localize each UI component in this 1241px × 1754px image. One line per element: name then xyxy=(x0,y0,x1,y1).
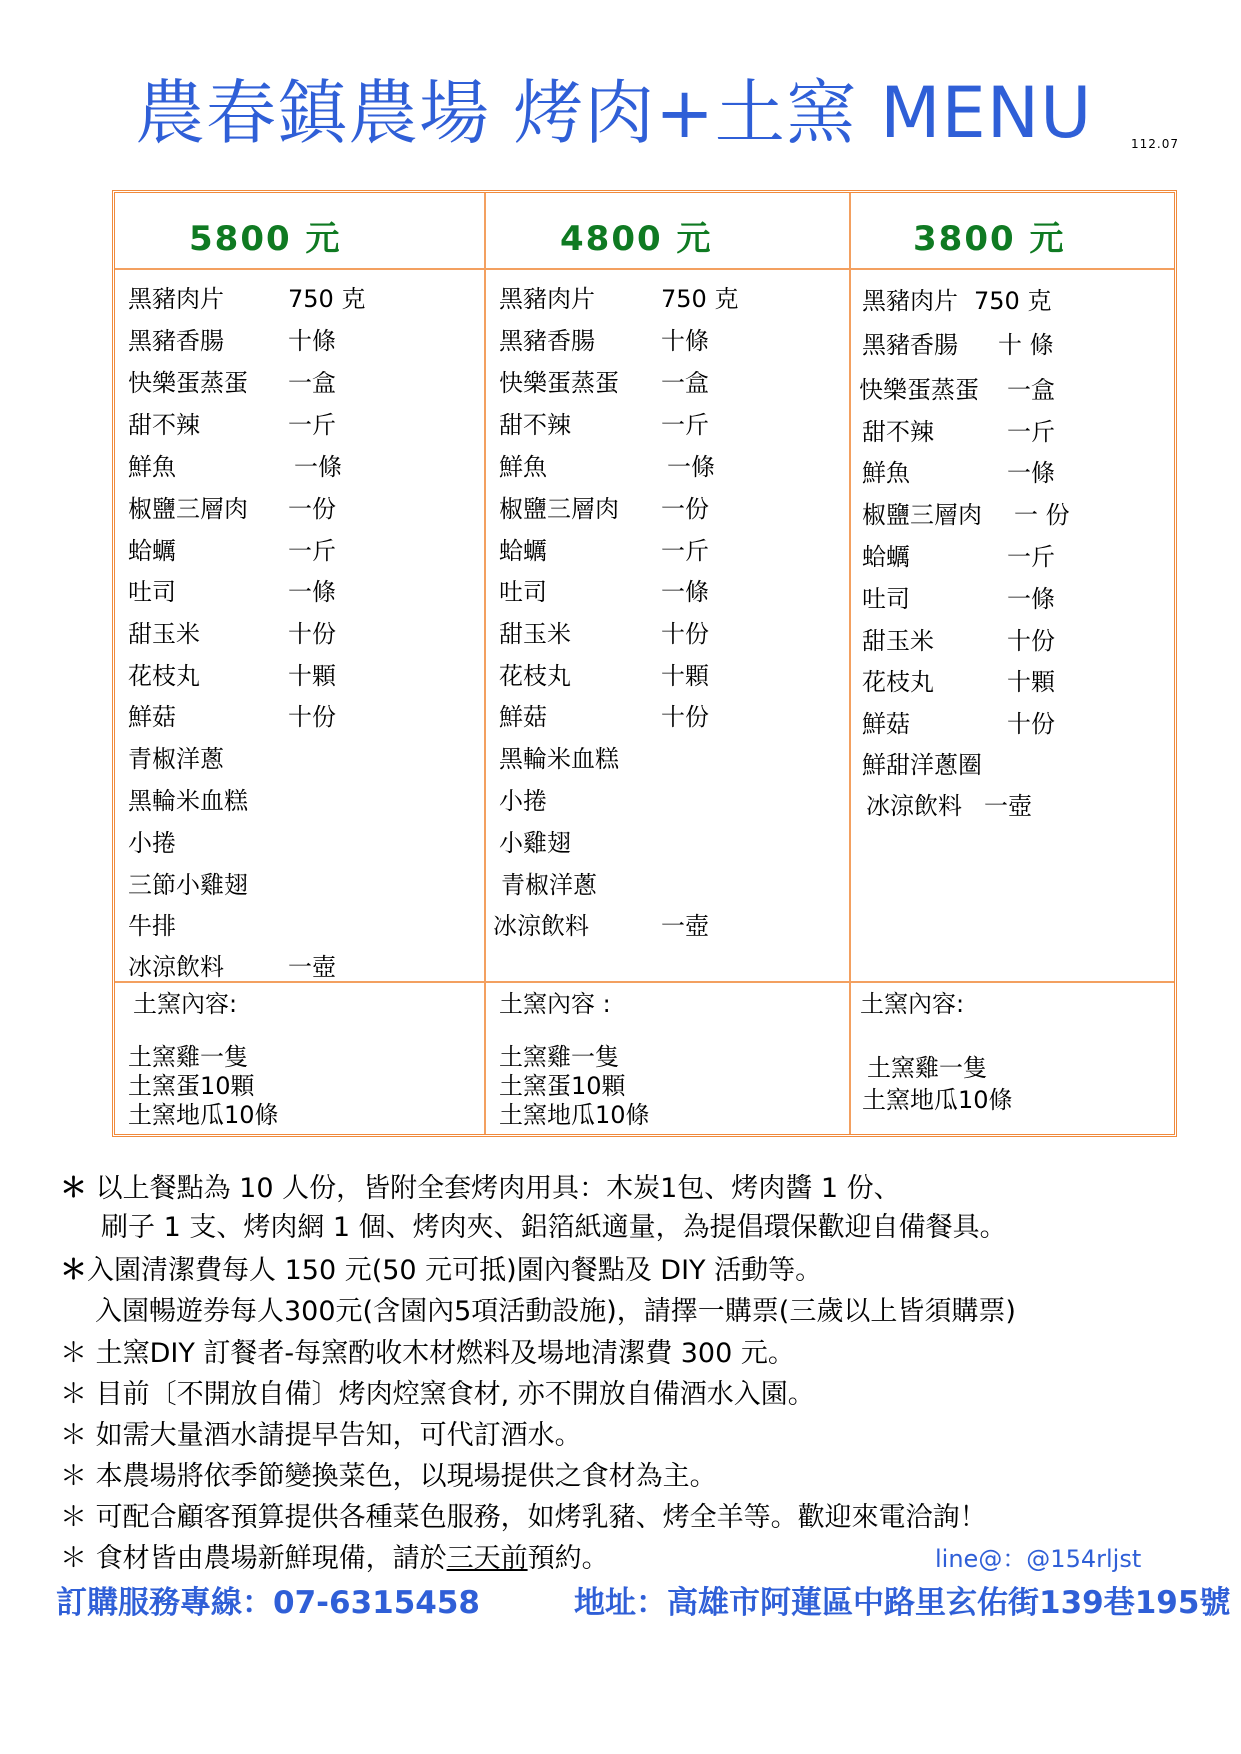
item-name: 黑輪米血糕 xyxy=(128,787,248,815)
item-name: 黑豬香腸 xyxy=(499,327,595,355)
item-name: 鮮菇 xyxy=(499,703,547,731)
note-5 xyxy=(60,1422,582,1449)
item-qty: 十份 xyxy=(661,620,709,648)
price-5800: 5800 元 xyxy=(189,219,342,259)
item-qty: 十份 xyxy=(288,703,336,731)
column-divider xyxy=(849,193,851,1134)
item-name: 黑豬肉片 xyxy=(128,285,224,313)
bullet-star: ＊ xyxy=(60,1173,87,1204)
page-title: 農春鎮農場 烤肉+土窯 MENU xyxy=(135,72,1093,154)
item-qty: 一斤 xyxy=(661,411,709,439)
item-name: 冰涼飲料 xyxy=(128,953,224,981)
item-name: 甜不辣 xyxy=(862,418,934,446)
item-qty: 一盒 xyxy=(288,369,336,397)
bullet-star: ＊ xyxy=(60,1338,87,1369)
bullet-star: ＊ xyxy=(60,1420,87,1451)
item-name: 鮮菇 xyxy=(128,703,176,731)
item-name: 甜不辣 xyxy=(128,411,200,439)
note-text: 可配合顧客預算提供各種菜色服務，如烤乳豬、烤全羊等。歡迎來電洽詢！ xyxy=(95,1502,987,1533)
item-qty: 一 份 xyxy=(1014,501,1070,529)
item-qty: 十份 xyxy=(288,620,336,648)
note-text: 食材皆由農場新鮮現備，請於 xyxy=(95,1543,447,1574)
item-name: 快樂蛋蒸蛋 xyxy=(859,376,979,404)
item-qty: 十份 xyxy=(661,703,709,731)
note-3 xyxy=(60,1340,795,1367)
note-1-cont: 刷子 1 支、烤肉網 1 個、烤肉夾、鋁箔紙適量，為提倡環保歡迎自備餐具。 xyxy=(101,1212,1007,1243)
bullet-star: ＊ xyxy=(60,1502,87,1533)
item-name: 黑豬香腸 xyxy=(862,331,958,359)
item-qty: 750 克 xyxy=(661,285,739,313)
item-name: 吐司 xyxy=(499,578,547,606)
item-qty: 一斤 xyxy=(288,411,336,439)
note-text: 本農場將依季節變換菜色，以現場提供之食材為主。 xyxy=(95,1461,717,1492)
item-qty: 一條 xyxy=(1007,585,1055,613)
item-name: 小捲 xyxy=(499,787,547,815)
note-6 xyxy=(60,1463,717,1490)
item-name: 鮮甜洋蔥圈 xyxy=(862,751,982,779)
item-name: 甜玉米 xyxy=(499,620,571,648)
item-name: 黑輪米血糕 xyxy=(499,745,619,773)
item-name: 青椒洋蔥 xyxy=(501,871,597,899)
item-name: 小捲 xyxy=(128,829,176,857)
item-name: 鮮菇 xyxy=(862,710,910,738)
note-2 xyxy=(60,1257,822,1284)
item-name: 冰涼飲料 xyxy=(866,792,962,820)
kiln-row-divider xyxy=(115,981,1174,983)
item-name: 鮮魚 xyxy=(499,453,547,481)
phone-line: 訂購服務專線：07-6315458 xyxy=(56,1585,480,1621)
item-qty: 十顆 xyxy=(1007,668,1055,696)
item-name: 黑豬肉片 xyxy=(862,287,958,315)
price-row-divider xyxy=(115,268,1174,270)
bullet-star: ＊ xyxy=(60,1461,87,1492)
note-text: 目前〔不開放自備〕烤肉焢窯食材, 亦不開放自備酒水入園。 xyxy=(95,1379,815,1410)
item-name: 蛤蠣 xyxy=(862,543,910,571)
item-qty: 一斤 xyxy=(661,537,709,565)
item-qty: 750 克 xyxy=(288,285,366,313)
kiln-item: 土窯地瓜10條 xyxy=(499,1101,650,1129)
item-name: 花枝丸 xyxy=(499,662,571,690)
note-text: 以上餐點為 10 人份，皆附全套烤肉用具：木炭1包、烤肉醬 1 份、 xyxy=(95,1173,901,1204)
item-qty: 一份 xyxy=(661,495,709,523)
note-8 xyxy=(60,1545,609,1572)
item-name: 蛤蠣 xyxy=(128,537,176,565)
item-qty: 一壺 xyxy=(288,953,336,981)
item-name: 三節小雞翅 xyxy=(128,871,248,899)
item-qty: 十份 xyxy=(1007,627,1055,655)
note-1 xyxy=(60,1175,901,1202)
item-name: 花枝丸 xyxy=(862,668,934,696)
item-qty: 十條 xyxy=(661,327,709,355)
item-qty: 一斤 xyxy=(1007,543,1055,571)
item-qty: 一斤 xyxy=(1007,418,1055,446)
kiln-item: 土窯地瓜10條 xyxy=(128,1101,279,1129)
item-name: 甜不辣 xyxy=(499,411,571,439)
item-name: 吐司 xyxy=(862,585,910,613)
version-label: 112.07 xyxy=(1131,137,1179,151)
price-3800: 3800 元 xyxy=(913,219,1066,259)
item-name: 黑豬香腸 xyxy=(128,327,224,355)
kiln-label: 土窯內容 : xyxy=(499,990,611,1018)
note-2-cont: 入園暢遊券每人300元(含園內5項活動設施)，請擇一購票(三歲以上皆須購票) xyxy=(95,1296,1016,1327)
column-divider xyxy=(484,193,486,1134)
item-name: 椒鹽三層肉 xyxy=(128,495,248,523)
item-qty: 一條 xyxy=(1007,459,1055,487)
item-name: 吐司 xyxy=(128,578,176,606)
kiln-item: 土窯地瓜10條 xyxy=(862,1086,1013,1114)
item-name: 快樂蛋蒸蛋 xyxy=(499,369,619,397)
item-qty: 十顆 xyxy=(288,662,336,690)
line-id: line@：@154rljst xyxy=(935,1545,1142,1573)
item-name: 甜玉米 xyxy=(862,627,934,655)
item-name: 青椒洋蔥 xyxy=(128,745,224,773)
item-name: 黑豬肉片 xyxy=(499,285,595,313)
item-name: 椒鹽三層肉 xyxy=(862,501,982,529)
item-name: 快樂蛋蒸蛋 xyxy=(128,369,248,397)
address-line: 地址：高雄市阿蓮區中路里玄佑街139巷195號 xyxy=(574,1585,1231,1621)
kiln-item: 土窯蛋10顆 xyxy=(499,1072,626,1100)
item-qty: 一條 xyxy=(288,578,336,606)
item-qty: 一壺 xyxy=(984,792,1032,820)
item-qty: 十份 xyxy=(1007,710,1055,738)
item-qty: 一壺 xyxy=(661,912,709,940)
item-qty: 十顆 xyxy=(661,662,709,690)
item-name: 牛排 xyxy=(128,912,176,940)
note-text: 土窯DIY 訂餐者-每窯酌收木材燃料及場地清潔費 300 元。 xyxy=(95,1338,795,1369)
item-name: 冰涼飲料 xyxy=(493,912,589,940)
item-qty: 一盒 xyxy=(1007,376,1055,404)
kiln-item: 土窯雞一隻 xyxy=(128,1043,248,1071)
note-7 xyxy=(60,1504,987,1531)
item-qty: 一條 xyxy=(661,578,709,606)
bullet-star: ＊ xyxy=(60,1543,87,1574)
note-text: 預約。 xyxy=(527,1543,609,1574)
note-emphasis: 三天前 xyxy=(446,1543,528,1574)
menu-table xyxy=(112,190,1177,1137)
item-name: 小雞翅 xyxy=(499,829,571,857)
note-text: 入園清潔費每人 150 元(50 元可抵)園內餐點及 DIY 活動等。 xyxy=(87,1255,823,1286)
bullet-star: ＊ xyxy=(60,1255,87,1286)
bullet-star: ＊ xyxy=(60,1379,87,1410)
kiln-label: 土窯內容: xyxy=(860,990,965,1018)
item-qty: 一份 xyxy=(288,495,336,523)
item-qty: 十條 xyxy=(288,327,336,355)
item-qty: 十 條 xyxy=(998,331,1054,359)
item-qty: 一盒 xyxy=(661,369,709,397)
note-text: 如需大量酒水請提早告知，可代訂酒水。 xyxy=(95,1420,582,1451)
item-name: 椒鹽三層肉 xyxy=(499,495,619,523)
price-4800: 4800 元 xyxy=(560,219,713,259)
item-name: 甜玉米 xyxy=(128,620,200,648)
note-4 xyxy=(60,1381,815,1408)
item-qty: 一條 xyxy=(667,453,715,481)
item-name: 花枝丸 xyxy=(128,662,200,690)
kiln-label: 土窯內容: xyxy=(133,990,238,1018)
item-name: 鮮魚 xyxy=(862,459,910,487)
kiln-item: 土窯雞一隻 xyxy=(499,1043,619,1071)
item-qty: 一條 xyxy=(294,453,342,481)
item-qty: 一斤 xyxy=(288,537,336,565)
item-qty: 750 克 xyxy=(974,287,1052,315)
kiln-item: 土窯雞一隻 xyxy=(867,1054,987,1082)
item-name: 蛤蠣 xyxy=(499,537,547,565)
item-name: 鮮魚 xyxy=(128,453,176,481)
kiln-item: 土窯蛋10顆 xyxy=(128,1072,255,1100)
